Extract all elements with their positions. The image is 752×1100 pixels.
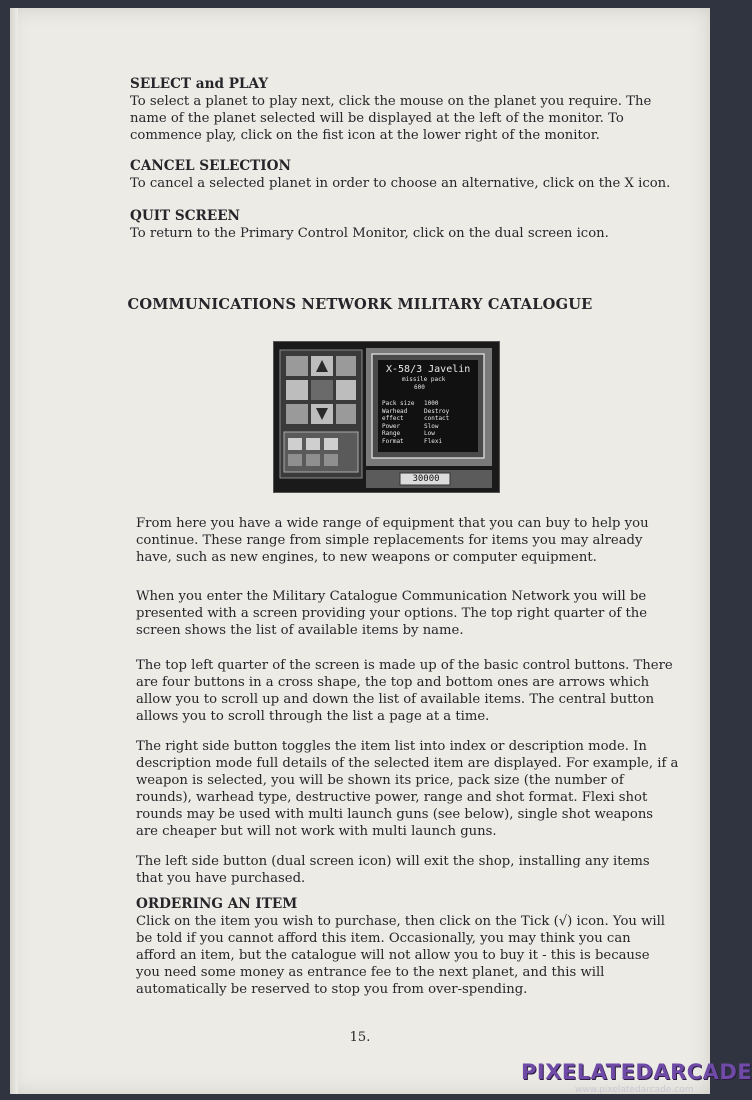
item-type: missile pack [402,376,446,383]
stat-value: Low [424,430,435,437]
text-line: The right side button toggles the item list into index or description mode. In [136,739,647,754]
text-line: you need some money as entrance fee to the next planet, and this will [136,965,605,980]
page-number: 15. [349,1030,371,1045]
text-line: description mode full details of the selected item are displayed. For example, if a [136,756,679,771]
text-line: name of the planet selected will be displayed at the left of the monitor. To [130,111,624,126]
section-heading: SELECT and PLAY [130,76,269,92]
text-line: have, such as new engines, to new weapons or computer equipment. [136,550,597,565]
manual-page [10,8,710,1094]
text-line: presented with a screen providing your options. The top right quarter of the [136,606,648,621]
stat-row [382,408,478,416]
text-line: allow you to scroll up and down the list of available items. The central button [136,692,655,707]
section-heading: ORDERING AN ITEM [136,896,298,912]
text-line: are four buttons in a cross shape, the top and bottom ones are arrows which [136,675,650,690]
stat-row [382,415,478,423]
text-line: be told if you cannot afford this item. Occasionally, you may think you can [136,931,631,946]
text-line: continue. These range from simple replacements for items you may already [136,533,643,548]
stat-row [382,423,478,431]
text-line: screen shows the list of available items by name. [136,623,464,638]
text-line: rounds), warhead type, destructive power, range and shot format. Flexi shot [136,790,648,805]
screen-text [382,364,478,445]
stat-row [382,438,478,446]
credits-readout: 30000 [412,474,440,484]
stat-value: contact [424,415,450,422]
game-screenshot [273,341,500,493]
paragraph-entering [136,588,696,639]
text-line: commence play, click on the fist icon at the lower right of the monitor. [130,128,600,143]
text-line: When you enter the Military Catalogue Communication Network you will be [136,589,647,604]
paragraph-right-button [136,738,696,840]
section-heading: QUIT SCREEN [130,208,240,224]
stat-value: Slow [424,422,439,430]
text-line: To cancel a selected planet in order to choose an alternative, click on the X icon. [130,176,671,191]
section-cancel-selection [130,158,690,192]
text-line: The left side button (dual screen icon) will exit the shop, installing any items [136,854,650,869]
section-heading: CANCEL SELECTION [130,158,291,174]
watermark-url: www.pixelatedarcade.com [575,1085,694,1095]
text-line: are cheaper but will not work with multi launch guns. [136,824,497,839]
stat-label: Power [382,422,401,430]
stat-row [382,400,478,408]
item-name: X-58/3 Javelin [386,364,471,375]
stats-list [382,400,478,445]
paragraph-control-buttons [136,657,696,725]
text-line: allows you to scroll through the list a page at a time. [136,709,490,724]
text-line: To return to the Primary Control Monitor, click on the dual screen icon. [130,226,609,241]
stat-label: Warhead [382,407,408,415]
text-line: afford an item, but the catalogue will not allow you to buy it - this is because [136,948,650,963]
catalogue-title: COMMUNICATIONS NETWORK MILITARY CATALOGUE [127,296,593,313]
text-line: rounds may be used with multi launch guns (see below), single shot weapons [136,807,654,822]
stat-row [382,430,478,438]
stat-label: Format [382,437,404,445]
stat-label: effect [382,415,404,422]
text-line: automatically be reserved to stop you from over-spending. [136,982,528,997]
text-line: The top left quarter of the screen is made up of the basic control buttons. There [136,658,673,673]
text-line: To select a planet to play next, click the mouse on the planet you require. The [130,94,652,109]
page-spine-shadow [10,8,18,1094]
stat-value: Flexi [424,437,443,445]
paragraph-intro [136,515,696,566]
paragraph-left-button [136,853,696,887]
text-line: From here you have a wide range of equipment that you can buy to help you [136,516,649,531]
text-line: that you have purchased. [136,871,306,886]
section-quit-screen [130,208,690,242]
stat-value: 1000 [424,400,439,407]
section-ordering-an-item [136,896,696,998]
text-line: Click on the item you wish to purchase, then click on the Tick (√) icon. You will [136,914,666,929]
stat-label: Pack size [382,400,415,407]
stat-label: Range [382,430,401,437]
watermark-brand: PIXELATEDARCADE [521,1060,752,1084]
section-select-and-play [130,76,690,144]
text-line: weapon is selected, you will be shown its price, pack size (the number of [136,773,624,788]
stat-value: Destroy [424,407,450,415]
item-price: 600 [414,384,425,391]
